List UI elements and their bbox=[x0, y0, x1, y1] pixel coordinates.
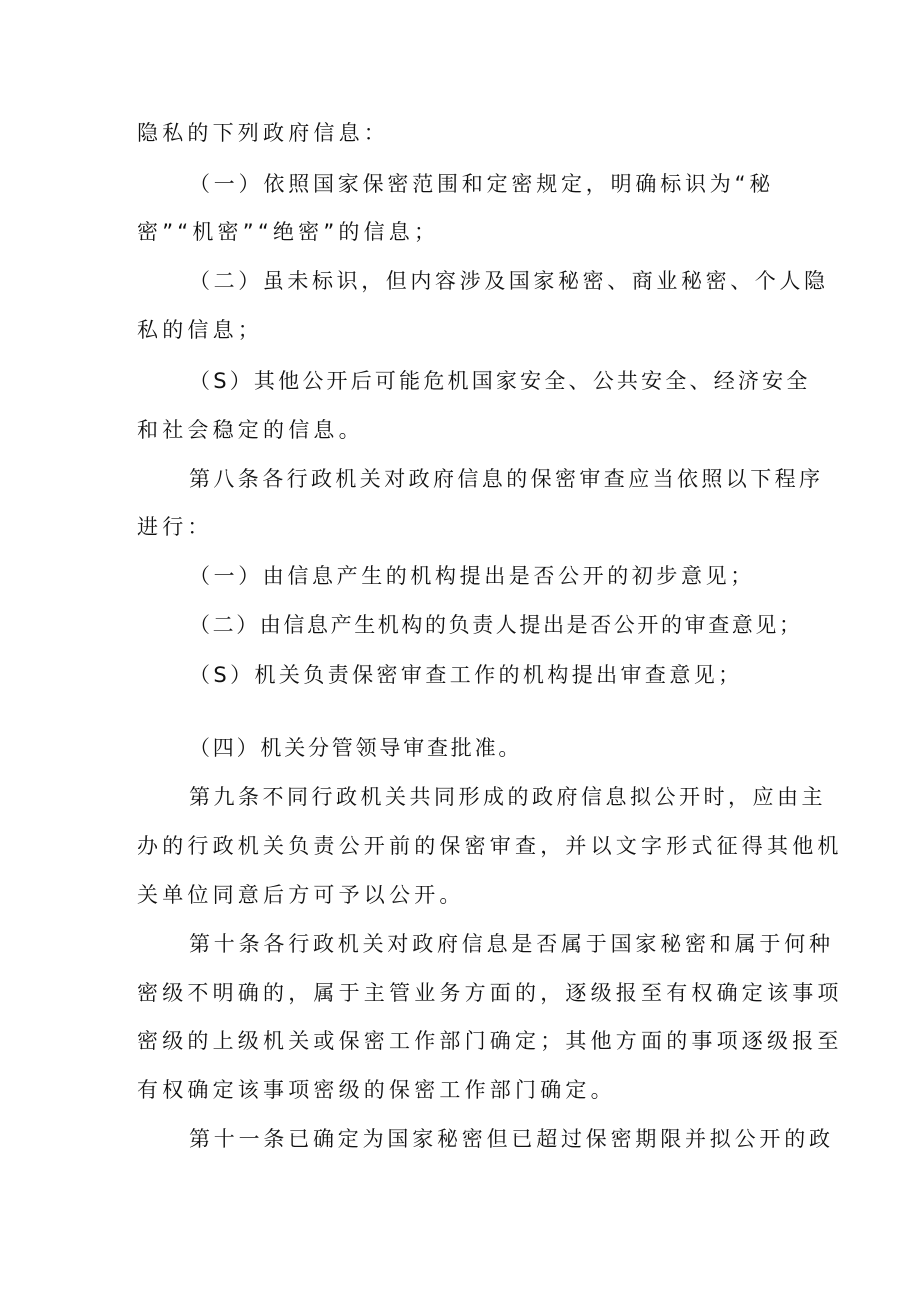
text-line: 隐私的下列政府信息： bbox=[137, 121, 389, 145]
text-line: （S）机关负责保密审查工作的机构提出审查意见； bbox=[189, 663, 743, 687]
text-line: 第九条不同行政机关共同形成的政府信息拟公开时，应由主 bbox=[189, 785, 826, 809]
text-line: 密级的上级机关或保密工作部门确定；其他方面的事项逐级报至 bbox=[137, 1029, 843, 1053]
text-line: 关单位同意后方可予以公开。 bbox=[137, 883, 465, 907]
text-line: 密”“机密”“绝密”的信息； bbox=[137, 220, 440, 244]
text-line: 进行： bbox=[137, 515, 213, 539]
text-line: 私的信息； bbox=[137, 318, 263, 342]
text-line: （一）由信息产生的机构提出是否公开的初步意见； bbox=[189, 564, 755, 588]
text-line: 和社会稳定的信息。 bbox=[137, 418, 364, 442]
text-line: （二）由信息产生机构的负责人提出是否公开的审查意见； bbox=[189, 613, 803, 637]
text-line: 第八条各行政机关对政府信息的保密审查应当依照以下程序 bbox=[189, 467, 824, 491]
text-line: 办的行政机关负责公开前的保密审查，并以文字形式征得其他机 bbox=[137, 834, 843, 858]
text-line: 有权确定该事项密级的保密工作部门确定。 bbox=[137, 1078, 616, 1102]
text-line: （二）虽未标识，但内容涉及国家秘密、商业秘密、个人隐 bbox=[189, 269, 829, 293]
text-line: 密级不明确的，属于主管业务方面的，逐级报至有权确定该事项 bbox=[137, 981, 843, 1005]
text-line: 第十一条已确定为国家秘密但已超过保密期限并拟公开的政 bbox=[189, 1127, 834, 1151]
text-line: （S）其他公开后可能危机国家安全、公共安全、经济安全 bbox=[189, 369, 811, 393]
text-line: 第十条各行政机关对政府信息是否属于国家秘密和属于何种 bbox=[189, 932, 834, 956]
text-line: （四）机关分管领导审查批准。 bbox=[189, 736, 523, 760]
text-line: （一）依照国家保密范围和定密规定，明确标识为“秘 bbox=[189, 172, 775, 196]
